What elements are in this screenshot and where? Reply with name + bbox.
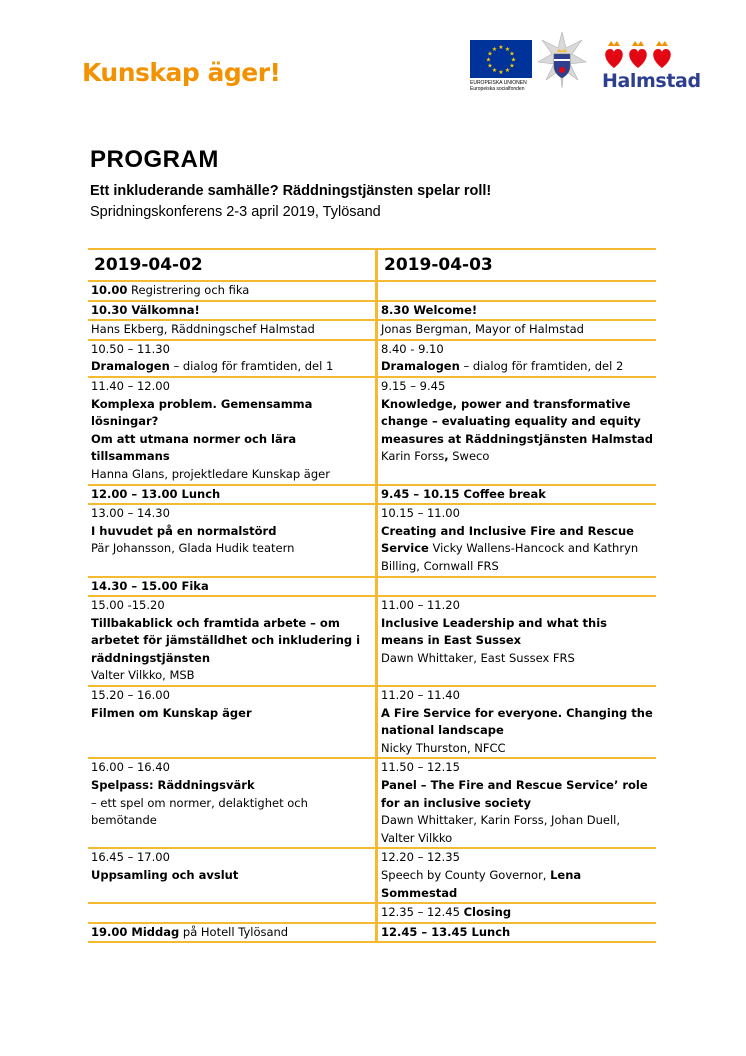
session-text: 11.20 – 11.40 xyxy=(381,688,460,703)
program-row xyxy=(88,340,656,377)
svg-text:★: ★ xyxy=(487,62,493,70)
session-bold-text: 8.30 Welcome! xyxy=(381,302,478,317)
session-bold-text: Panel – The Fire and Rescue Service’ role for an inclusive society xyxy=(381,778,648,810)
day-header-1: 2019-04-02 xyxy=(88,249,377,281)
session-bold-text: Inclusive Leadership and what this means in East Sussex xyxy=(381,615,608,648)
session-text: 13.00 – 14.30 xyxy=(91,506,170,521)
svg-text:★: ★ xyxy=(509,50,515,58)
program-row xyxy=(88,320,656,340)
session-text: Dawn Whittaker, East Sussex FRS xyxy=(381,650,575,665)
session-bold-text: Lena Sommestad xyxy=(381,868,582,900)
session-text: – dialog för framtiden, del 1 xyxy=(169,359,334,374)
day-header-2: 2019-04-03 xyxy=(377,249,657,281)
session-text: Speech by County Governor, xyxy=(381,868,551,882)
page-title: PROGRAM xyxy=(90,146,219,173)
day2-session-cell xyxy=(377,848,657,903)
session-bold-text: Closing xyxy=(463,905,512,920)
session-text: Hanna Glans, projektledare Kunskap äger xyxy=(91,466,330,481)
day2-session-cell xyxy=(377,301,657,321)
day2-session-cell xyxy=(377,485,657,505)
svg-text:★: ★ xyxy=(504,45,511,53)
svg-text:★: ★ xyxy=(498,68,504,76)
session-bold-text: Om att utmana normer och lära tillsammans xyxy=(91,431,297,464)
session-bold-text: Dramalogen xyxy=(91,359,170,374)
day2-session-cell xyxy=(377,903,657,923)
session-text: 16.45 – 17.00 xyxy=(91,850,170,865)
session-text: – dialog för framtiden, del 2 xyxy=(459,359,624,374)
session-text: 10.50 – 11.30 xyxy=(91,341,170,356)
session-bold-text: 9.45 – 10.15 Coffee break xyxy=(381,486,546,501)
day1-session-cell xyxy=(88,485,377,505)
session-bold-text: Dramalogen xyxy=(381,359,460,374)
day2-session-cell xyxy=(377,504,657,576)
session-text: 15.00 -15.20 xyxy=(91,598,165,613)
session-text: Hans Ekberg, Räddningschef Halmstad xyxy=(91,322,315,337)
session-text: Vicky Wallens-Hancock and Kathryn Billing, Cornwall FRS xyxy=(381,541,639,573)
svg-text:★: ★ xyxy=(504,67,511,74)
day2-session-cell xyxy=(377,923,657,943)
session-text: Registrering och fika xyxy=(127,283,250,297)
day2-session-cell xyxy=(377,281,657,301)
session-bold-text: Creating and Inclusive Fire and Rescue Service xyxy=(381,523,634,556)
program-row xyxy=(88,758,656,848)
program-row xyxy=(88,485,656,505)
session-text: Valter Vilkko, MSB xyxy=(91,668,195,683)
eu-caption-line-1: EUROPEISKA UNIONEN xyxy=(470,80,527,86)
program-row xyxy=(88,923,656,943)
day1-session-cell xyxy=(88,377,377,485)
session-text: 11.40 – 12.00 xyxy=(91,378,170,393)
svg-text:★: ★ xyxy=(510,56,517,64)
program-row xyxy=(88,301,656,321)
day2-session-cell xyxy=(377,596,657,686)
program-row xyxy=(88,377,656,485)
day1-session-cell xyxy=(88,596,377,686)
session-bold-text: 12.00 – 13.00 Lunch xyxy=(91,486,221,501)
brand-slogan: Kunskap äger! xyxy=(82,58,281,87)
eu-flag-icon xyxy=(470,40,532,78)
rescue-service-crest-icon xyxy=(536,30,588,98)
program-row xyxy=(88,903,656,923)
conference-subtitle: Ett inkluderande samhälle? Räddningstjänsten spelar roll! xyxy=(90,183,492,199)
halmstad-wordmark: Halmstad xyxy=(602,70,701,92)
day1-session-cell xyxy=(88,320,377,340)
eu-social-fund-logo xyxy=(470,40,532,92)
session-text: Pär Johansson, Glada Hudik teatern xyxy=(91,541,295,556)
session-text: 12.20 – 12.35 xyxy=(381,850,460,865)
crowned-hearts-icon xyxy=(602,40,707,70)
session-bold-text: Uppsamling och avslut xyxy=(91,868,239,882)
session-bold-text: 19.00 Middag xyxy=(91,924,180,939)
session-text: Sweco xyxy=(448,449,490,464)
day1-session-cell xyxy=(88,577,377,597)
session-text: 11.00 – 11.20 xyxy=(381,598,460,613)
session-text: Jonas Bergman, Mayor of Halmstad xyxy=(381,322,584,337)
session-text: 9.15 – 9.45 xyxy=(381,378,446,393)
session-text: 12.35 – 12.45 xyxy=(381,905,464,920)
day1-session-cell xyxy=(88,340,377,377)
session-text: 8.40 - 9.10 xyxy=(381,341,444,356)
session-bold-text: Knowledge, power and transformative change – evaluating equality and equity measures at Räddningstjänsten Halmstad xyxy=(381,396,653,446)
day-header-row xyxy=(88,249,656,281)
session-text: 15.20 – 16.00 xyxy=(91,688,170,703)
svg-text:★: ★ xyxy=(491,67,498,74)
program-table xyxy=(88,248,656,943)
session-bold-text: 12.45 – 13.45 Lunch xyxy=(381,924,511,939)
svg-text:★: ★ xyxy=(487,50,493,58)
day1-session-cell xyxy=(88,504,377,576)
session-text: Karin Forss xyxy=(381,449,445,464)
day2-session-cell xyxy=(377,686,657,758)
session-text: 10.15 – 11.00 xyxy=(381,506,460,521)
session-bold-text: , xyxy=(444,449,449,464)
program-row xyxy=(88,281,656,301)
day2-session-cell xyxy=(377,758,657,848)
day1-session-cell xyxy=(88,923,377,943)
session-text: Nicky Thurston, NFCC xyxy=(381,740,506,755)
logo-bar xyxy=(470,30,710,100)
day1-session-cell xyxy=(88,903,377,923)
session-bold-text: I huvudet på en normalstörd xyxy=(91,523,277,538)
program-row xyxy=(88,686,656,758)
day2-session-cell xyxy=(377,377,657,485)
svg-text:★: ★ xyxy=(509,62,515,70)
session-bold-text: A Fire Service for everyone. Changing the national landscape xyxy=(381,705,653,738)
svg-text:★: ★ xyxy=(491,45,498,53)
program-row xyxy=(88,596,656,686)
svg-text:★: ★ xyxy=(485,56,492,64)
conference-dates-location: Spridningskonferens 2-3 april 2019, Tylösand xyxy=(90,204,381,220)
session-text: Dawn Whittaker, Karin Forss, Johan Duell, Valter Vilkko xyxy=(381,813,621,845)
halmstad-logo xyxy=(602,40,707,96)
session-bold-text: Komplexa problem. Gemensamma lösningar? xyxy=(91,396,313,429)
program-row xyxy=(88,504,656,576)
day2-session-cell xyxy=(377,340,657,377)
session-bold-text: Filmen om Kunskap äger xyxy=(91,705,252,720)
session-bold-text: Spelpass: Räddningsvärk xyxy=(91,778,255,793)
session-text: på Hotell Tylösand xyxy=(179,924,289,939)
day1-session-cell xyxy=(88,848,377,903)
program-row xyxy=(88,577,656,597)
session-text: 16.00 – 16.40 xyxy=(91,760,170,775)
day1-session-cell xyxy=(88,758,377,848)
session-bold-text: 10.00 xyxy=(91,283,128,297)
day2-session-cell xyxy=(377,320,657,340)
session-text: – ett spel om normer, delaktighet och bemötande xyxy=(91,795,308,828)
session-bold-text: Tillbakablick och framtida arbete – om arbetet för jämställdhet och inkludering i räddningstjänsten xyxy=(91,615,361,665)
session-bold-text: 10.30 Välkomna! xyxy=(91,302,200,317)
day2-session-cell xyxy=(377,577,657,597)
session-bold-text: 14.30 – 15.00 Fika xyxy=(91,578,209,593)
day1-session-cell xyxy=(88,686,377,758)
day1-session-cell xyxy=(88,281,377,301)
eu-caption-line-2: Europeiska socialfonden xyxy=(470,86,525,92)
program-row xyxy=(88,848,656,903)
session-text: 11.50 – 12.15 xyxy=(381,760,460,775)
svg-text:★: ★ xyxy=(498,44,504,51)
day1-session-cell xyxy=(88,301,377,321)
